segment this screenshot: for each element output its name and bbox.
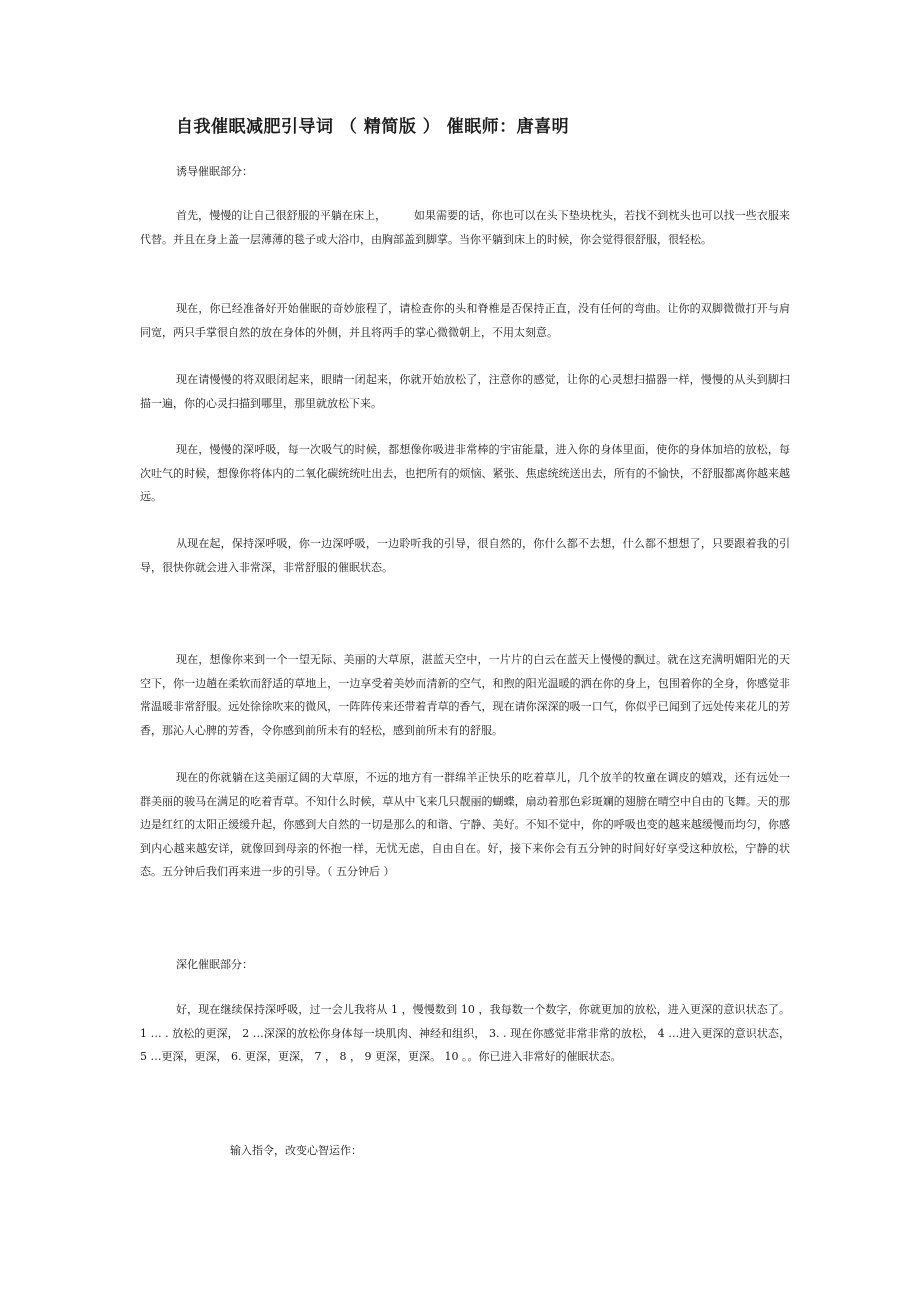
paragraph-7: 现在的你就躺在这美丽辽阔的大草原，不远的地方有一群绵羊正快乐的吃着草儿，几个放羊的牧童在调皮的嬉戏，还有远处一群美丽的骏马在满足的吃着青草。不知什么时候，草从中飞来几只靓丽的蝴蝶，扇动着那色彩斑斓的翅膀在晴空中自由的飞舞。天的那边是红红的太阳正缓缓升起，你感到大自然的一切是那么的和谐、宁静、美好。不知不觉中，你的呼吸也变的越来越缓慢而均匀，你感到内心越来越安详，就像回到母亲的怀抱一样，无忧无虑，自由自在。好，接下来你会有五分钟的时间好好享受这种放松，宁静的状态。五分钟后我们再来进一步的引导。（ 五分钟后 ） [140,771,790,878]
paragraph-4: 现在，慢慢的深呼吸，每一次吸气的时候，都想像你吸进非常棒的宇宙能量，进入你的身体里面，使你的身体加培的放松，每次吐气的时候，想像你将体内的二氧化碳统统吐出去，也把所有的烦恼、紧张、焦虑统统送出去，所有的不愉快，不舒服都离你越来越远。 [140,443,790,503]
deepening-paragraph: 好，现在继续保持深呼吸，过一会儿我将从 1 ，慢慢数到 10 ，我每数一个数字，你就更加的放松，进入更深的意识状态了。 1 … . 放松的更深， 2 …深深的放松你身体每一块肌肉、神经和组织， 3. . 现在你感觉非常非常的放松， 4 …进入更深的意识状态， 5 …更深，更深， 6. 更深，更深， 7 ， 8 ， 9 更深，更深。 10 。。你已进入非常好的催眠状态。 [140,1003,790,1063]
section-instruction-heading: 输入指令，改变心智运作： [230,1144,362,1157]
paragraph-1: 首先，慢慢的让自己很舒服的平躺在床上， 如果需要的话，你也可以在头下垫块枕头，若找不到枕头也可以找一些衣服来代替。并且在身上盖一层薄薄的毯子或大浴巾，由胸部盖到脚掌。当你平躺到床上的时候，你会觉得很舒服，很轻松。 [140,209,790,246]
section-induction-heading: 诱导催眠部分： [176,165,253,178]
paragraph-3: 现在请慢慢的将双眼闭起来，眼睛一闭起来，你就开始放松了，注意你的感觉，让你的心灵想扫描器一样，慢慢的从头到脚扫描一遍，你的心灵扫描到哪里，那里就放松下来。 [140,373,790,410]
paragraph-6: 现在，想像你来到一个一望无际、美丽的大草原，湛蓝天空中，一片片的白云在蓝天上慢慢的飘过。就在这充满明媚阳光的天空下，你一边趟在柔软而舒适的草地上，一边享受着美妙而清新的空气，和煦的阳光温暖的洒在你的身上，包围着你的全身，你感觉非常温暖非常舒服。远处徐徐吹来的微风，一阵阵传来还带着青草的香气，现在请你深深的吸一口气，你似乎已闻到了远处传来花儿的芳香，那沁人心脾的芳香，令你感到前所未有的轻松，感到前所未有的舒服。 [140,653,790,737]
paragraph-2: 现在，你已经准备好开始催眠的奇妙旅程了，请检查你的头和脊椎是否保持正直，没有任何的弯曲。让你的双脚微微打开与肩同宽，两只手掌很自然的放在身体的外侧，并且将两手的掌心微微朝上，不用太刻意。 [140,302,790,339]
paragraph-5: 从现在起，保持深呼吸，你一边深呼吸，一边聆听我的引导，很自然的，你什么都不去想，什么都不想想了，只要跟着我的引导，很快你就会进入非常深，非常舒服的催眠状态。 [140,537,790,574]
section-deepening-heading: 深化催眠部分： [176,958,253,971]
document-title: 自我催眠减肥引导词 （ 精简版 ） 催眠师：唐喜明 [176,117,570,137]
